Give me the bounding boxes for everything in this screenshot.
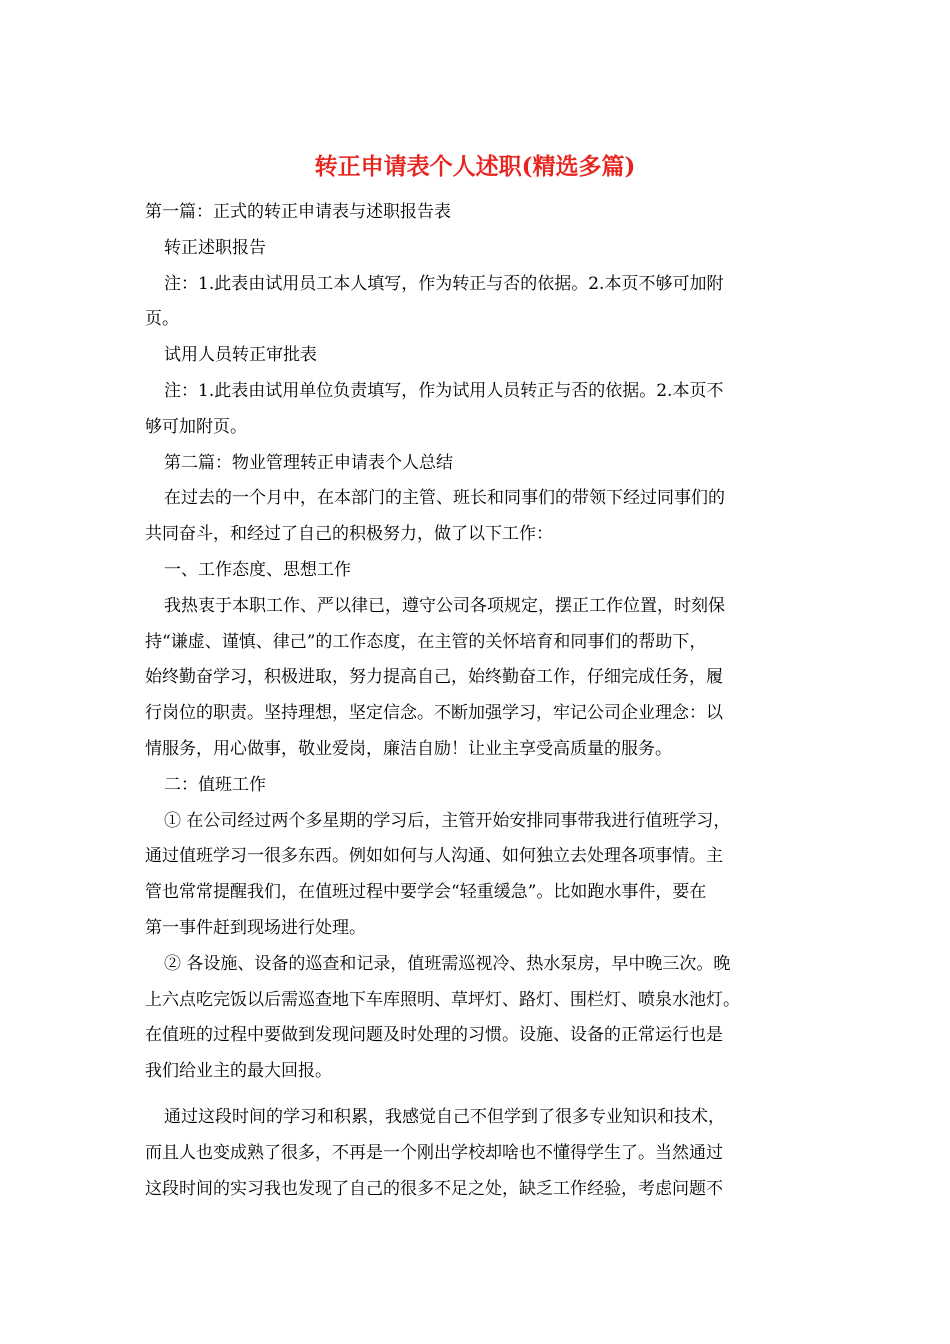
text-line: 通过这段时间的学习和积累，我感觉自己不但学到了很多专业知识和技术，: [164, 1106, 725, 1127]
text-line: ① 在公司经过两个多星期的学习后，主管开始安排同事带我进行值班学习，: [164, 810, 731, 831]
text-line: ② 各设施、设备的巡查和记录，值班需巡视冷、热水泵房，早中晚三次。晚: [164, 953, 731, 974]
text-line: 共同奋斗，和经过了自己的积极努力，做了以下工作：: [145, 524, 553, 545]
document-body: [145, 195, 805, 1207]
document-title: 转正申请表个人述职(精选多篇): [314, 153, 636, 180]
text-line: 注：1.此表由试用员工本人填写，作为转正与否的依据。2.本页不够可加附: [164, 273, 724, 294]
text-line: 第二篇：物业管理转正申请表个人总结: [164, 452, 453, 473]
text-line: 行岗位的职责。坚持理想，坚定信念。不断加强学习，牢记公司企业理念：以: [145, 703, 723, 724]
text-line: 而且人也变成熟了很多，不再是一个刚出学校却啥也不懂得学生了。当然通过: [145, 1142, 723, 1163]
text-line: 二：值班工作: [164, 774, 266, 795]
text-line: 注：1.此表由试用单位负责填写，作为试用人员转正与否的依据。2.本页不: [164, 380, 724, 401]
text-line: 管也常常提醒我们，在值班过程中要学会“轻重缓急”。比如跑水事件，要在: [145, 882, 707, 903]
text-line: 在过去的一个月中，在本部门的主管、班长和同事们的带领下经过同事们的: [164, 488, 725, 509]
text-line: 转正述职报告: [164, 237, 266, 258]
text-line: 试用人员转正审批表: [164, 345, 317, 366]
text-line: 始终勤奋学习，积极进取，努力提高自己，始终勤奋工作，仔细完成任务，履: [145, 667, 723, 688]
text-line: 页。: [145, 309, 179, 330]
text-line: 这段时间的实习我也发现了自己的很多不足之处，缺乏工作经验，考虑问题不: [145, 1178, 723, 1199]
text-line: 持“谦虚、谨慎、律己”的工作态度，在主管的关怀培育和同事们的帮助下，: [145, 631, 707, 652]
paragraph-gap: [145, 1090, 805, 1100]
text-line: 情服务，用心做事，敬业爱岗，廉洁自励！让业主享受高质量的服务。: [145, 738, 672, 759]
text-line: 在值班的过程中要做到发现问题及时处理的习惯。设施、设备的正常运行也是: [145, 1025, 723, 1046]
text-line: 一、工作态度、思想工作: [164, 559, 351, 580]
text-line: 第一事件赶到现场进行处理。: [145, 917, 366, 938]
text-line: 通过值班学习一很多东西。例如如何与人沟通、如何独立去处理各项事情。主: [145, 846, 723, 867]
text-line: 我热衷于本职工作、严以律已，遵守公司各项规定，摆正工作位置，时刻保: [164, 595, 725, 616]
text-line: 上六点吃完饭以后需巡查地下车库照明、草坪灯、路灯、围栏灯、喷泉水池灯。: [145, 989, 740, 1010]
text-line: 够可加附页。: [145, 416, 247, 437]
text-line: 第一篇：正式的转正申请表与述职报告表: [145, 202, 451, 222]
text-line: 我们给业主的最大回报。: [145, 1061, 332, 1082]
